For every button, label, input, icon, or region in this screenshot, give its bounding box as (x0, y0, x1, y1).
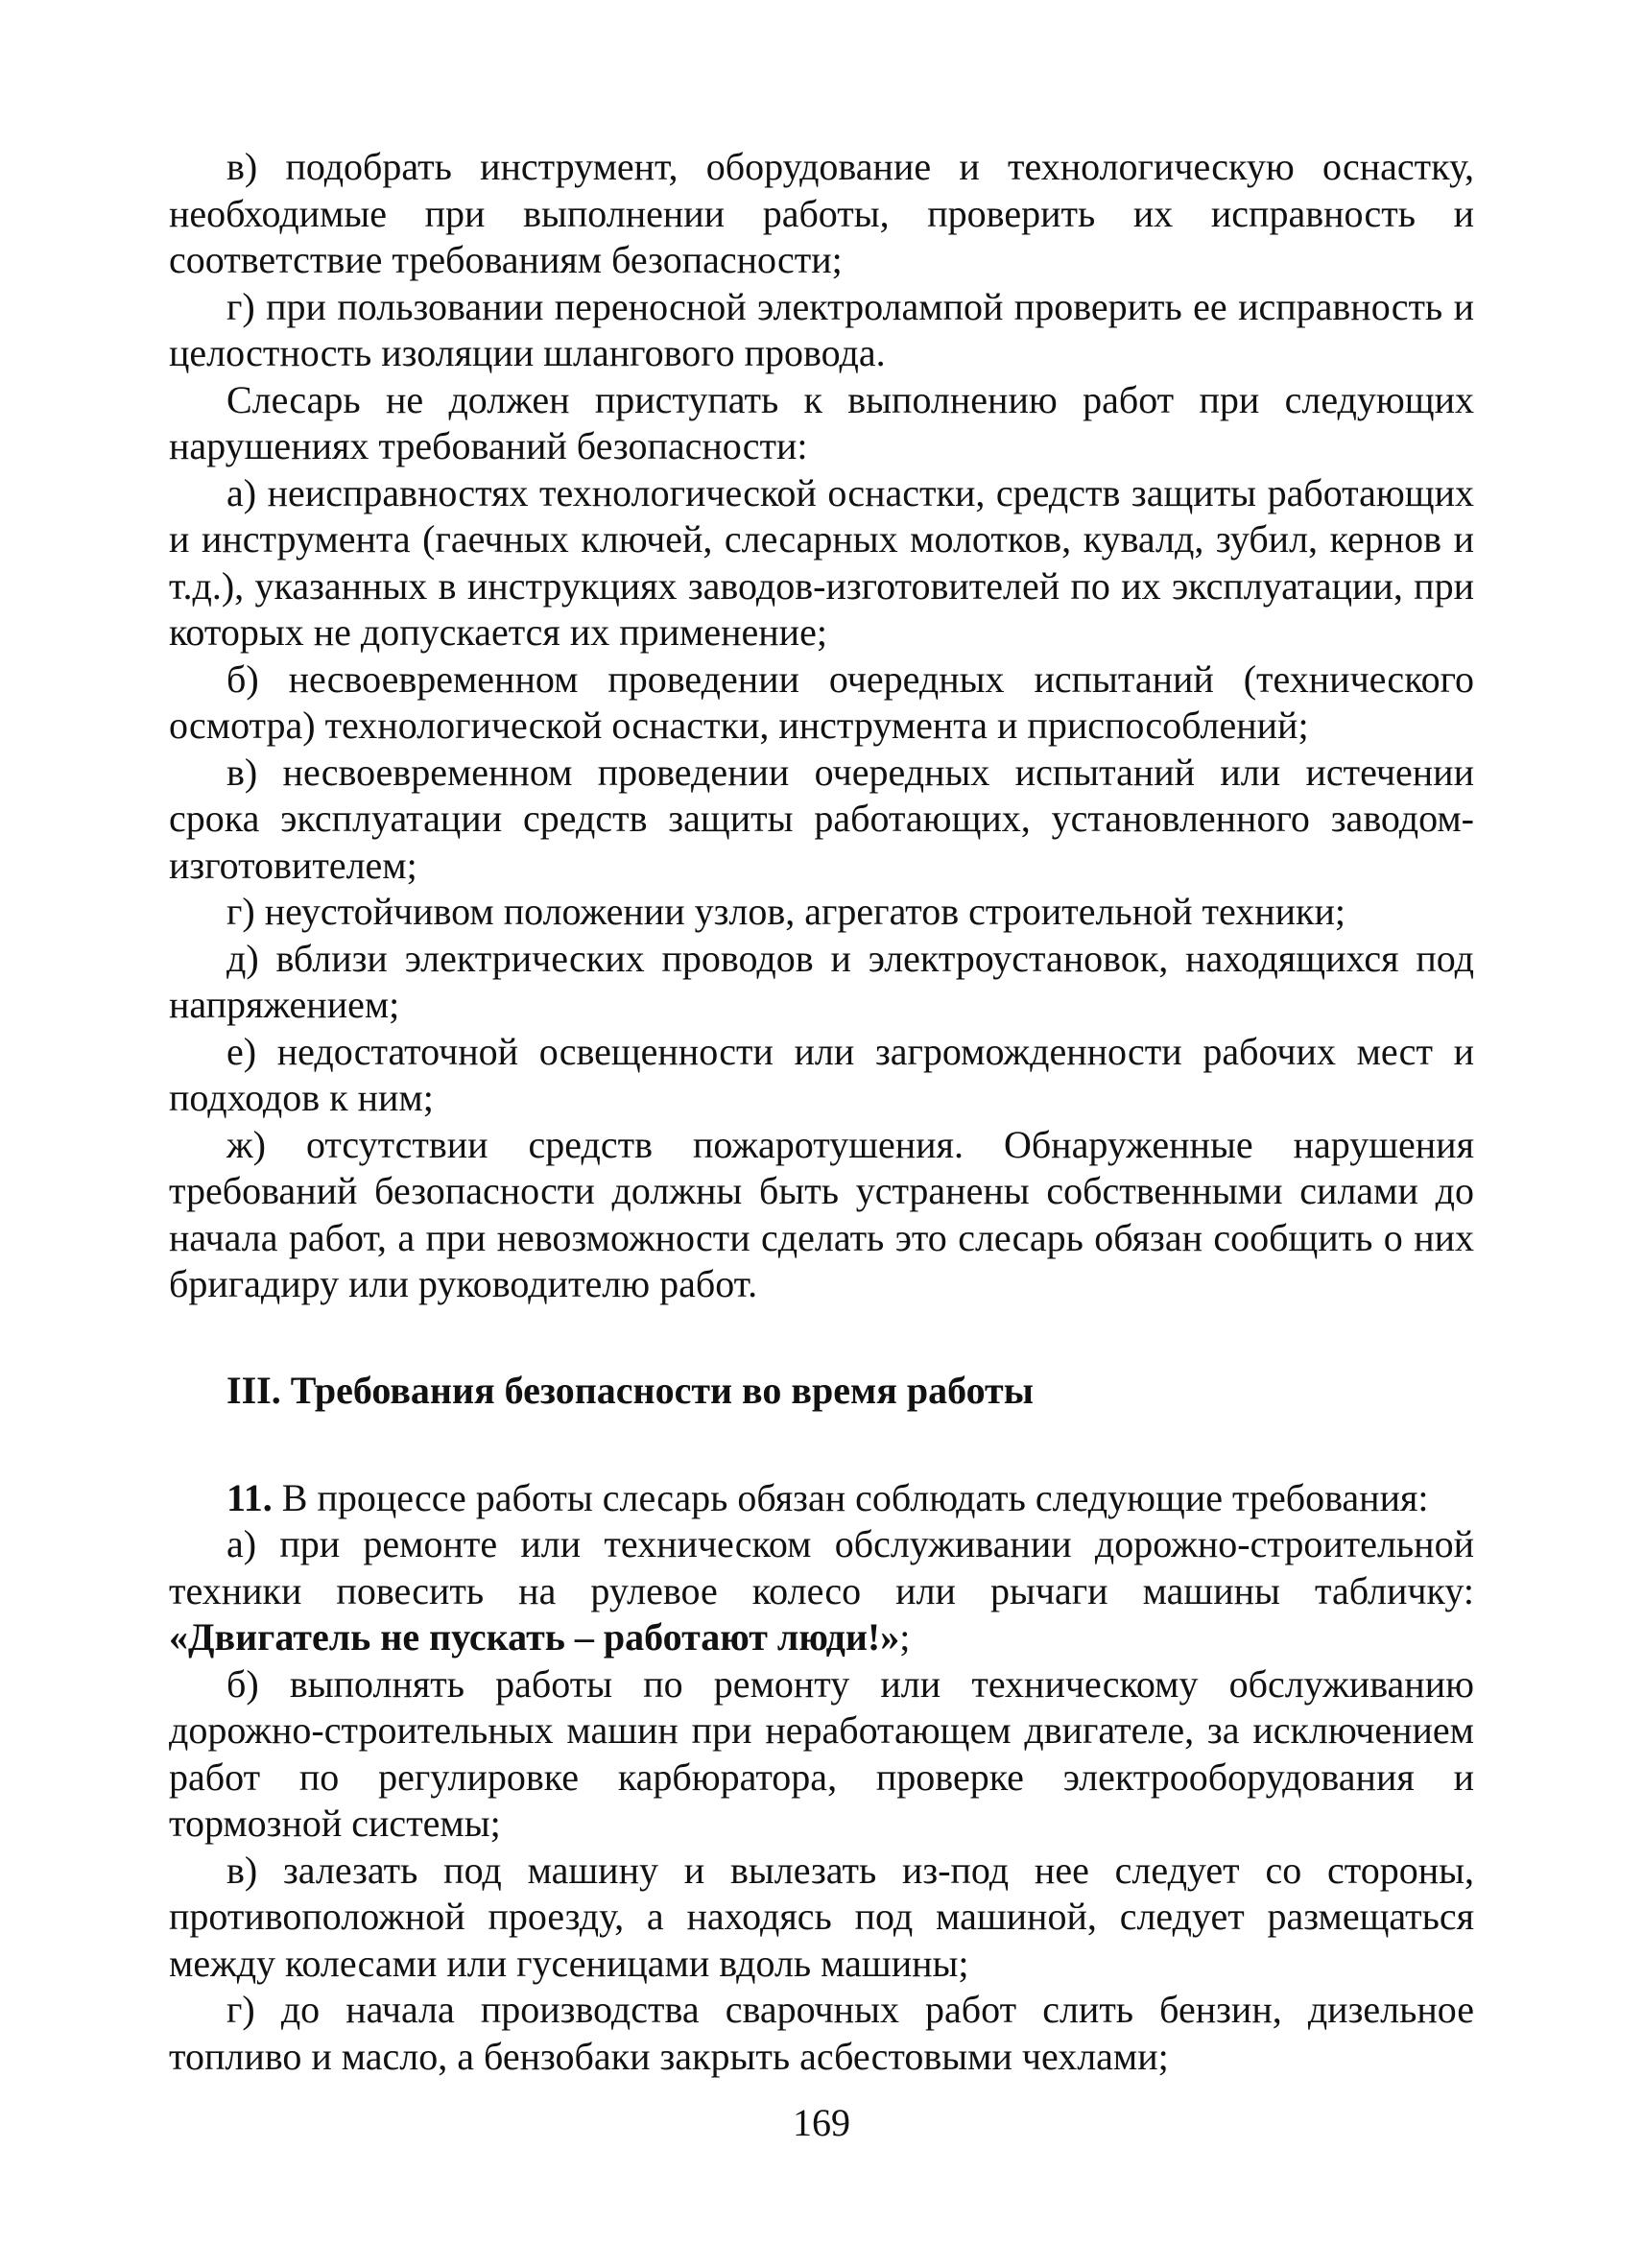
paragraph: Слесарь не должен приступать к выполнению работ при следующих нарушениях требований безопасности: (169, 377, 1474, 467)
paragraph: в) несвоевременном проведении очередных испытаний или истечении срока эксплуатации средств защиты работающих, установленного заводом-изготовителем; (169, 750, 1474, 887)
paragraph: б) выполнять работы по ремонту или техническому обслуживанию дорожно-строительных машин при неработающем двигателе, за исключением работ по регулировке карбюратора, проверке электрооборудования и тормозной системы; (169, 1661, 1474, 1845)
paragraph: д) вблизи электрических проводов и электроустановок, находящихся под напряжением; (169, 936, 1474, 1026)
paragraph: ж) отсутствии средств пожаротушения. Обнаруженные нарушения требований безопасности должны быть устранены собственными силами до начала работ, а при невозможности сделать это слесарь обязан сообщить о них бригадиру или руководителю работ. (169, 1122, 1474, 1305)
item-number: 11. (226, 1475, 273, 1519)
section-heading: III. Требования безопасности во время работы (226, 1368, 1034, 1412)
page-body (169, 144, 1474, 2080)
page-number: 169 (793, 2101, 850, 2144)
item-11-paragraph (169, 1475, 1474, 1522)
paragraph: в) подобрать инструмент, оборудование и технологическую оснастку, необходимые при выполнении работы, проверить их исправность и соответствие требованиям безопасности; (169, 145, 1474, 281)
paragraph: в) залезать под машину и вылезать из-под нее следует со стороны, противоположной проезду, а находясь под машиной, следует размещаться между колесами или гусеницами вдоль машины; (169, 1848, 1474, 1985)
paragraph: а) неисправностях технологической оснастки, средств защиты работающих и инструмента (гаечных ключей, слесарных молотков, кувалд, зубил, кернов и т.д.), указанных в инструкциях заводов-изготовителей по их эксплуатации, при которых не допускается их применение; (169, 470, 1474, 654)
sign-text-emphasis: «Двигатель не пускать – работают люди!» (169, 1615, 900, 1659)
paragraph: г) при пользовании переносной электролампой проверить ее исправность и целостность изоляции шлангового провода. (169, 284, 1474, 374)
item-text-end: ; (899, 1615, 911, 1659)
paragraph: г) до начала производства сварочных работ слить бензин, дизельное топливо и масло, а бензобаки закрыть асбестовыми чехлами; (169, 1988, 1474, 2078)
paragraph: б) несвоевременном проведении очередных испытаний (технического осмотра) технологической оснастки, инструмента и приспособлений; (169, 657, 1474, 747)
item-text: В процессе работы слесарь обязан соблюдать следующие требования: (272, 1475, 1429, 1519)
paragraph: е) недостаточной освещенности или загроможденности рабочих мест и подходов к ним; (169, 1029, 1474, 1119)
item-text: а) при ремонте или техническом обслуживании дорожно-строительной техники повесить на рулевое колесо или рычаги машины табличку: (169, 1522, 1474, 1612)
paragraph: г) неустойчивом положении узлов, агрегатов строительной техники; (226, 890, 1345, 933)
item-a-paragraph (169, 1521, 1474, 1661)
